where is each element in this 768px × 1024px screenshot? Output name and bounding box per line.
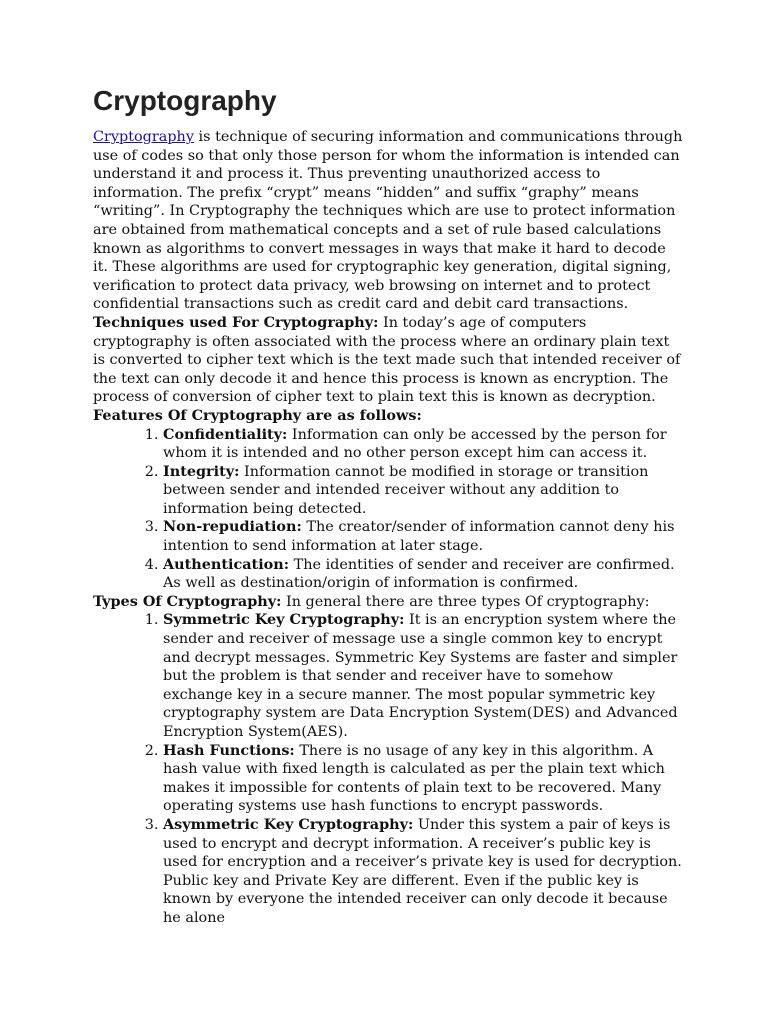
techniques-heading: Techniques used For Cryptography: — [93, 313, 379, 331]
type-text: It is an encryption system where the sender and receiver of message use a single common key to encrypt and decrypt messages. Symmetric Key Systems are faster and simpler but the problem is that sender and receiver have to somehow exchange key in a secure manner. The most popular symmetric key cryptography system are Data Encryption System(DES) and Advanced Encryption System(AES). — [163, 612, 678, 740]
intro-paragraph — [93, 128, 683, 314]
list-item — [163, 742, 683, 816]
feature-term: Authentication: — [163, 555, 290, 573]
intro-text: is technique of securing information and communications through use of codes so that only those person for whom the information is intended can understand it and process it. Thus preventing unauthorized access to information. The prefix “crypt” means “hidden” and suffix “graphy” means “writing”. In Cryptography the techniques which are use to protect information are obtained from mathematical concepts and a set of rule based calculations known as algorithms to convert messages in ways that make it hard to decode it. These algorithms are used for cryptographic key generation, digital signing, verification to protect data privacy, web browsing on internet and to protect confidential transactions such as credit card and debit card transactions. — [93, 129, 683, 313]
feature-term: Non-repudiation: — [163, 518, 302, 536]
feature-text: Information cannot be modified in storage or transition between sender and intended receiver without any addition to information being detected. — [163, 463, 649, 517]
feature-term: Confidentiality: — [163, 425, 288, 443]
type-text: Under this system a pair of keys is used to encrypt and decrypt information. A receiver’s public key is used for encryption and a receiver’s private key is used for decryption. Public key and Private Key are different. Even if the public key is known by everyone the intended receiver can only decode it because he alone — [163, 816, 682, 926]
types-heading: Types Of Cryptography: — [93, 592, 282, 610]
techniques-text: In today’s age of computers cryptography is often associated with the process where an ordinary plain text is converted to cipher text which is the text made such that intended receiver of the text can only decode it and hence this process is known as encryption. The process of conversion of cipher text to plain text this is known as decryption. — [93, 314, 681, 406]
types-list — [93, 611, 683, 927]
type-term: Hash Functions: — [163, 741, 295, 759]
list-item — [163, 611, 683, 741]
types-text: In general there are three types Of cryptography: — [281, 593, 650, 610]
list-item — [163, 556, 683, 593]
page-title: Cryptography — [93, 85, 277, 116]
feature-text: The creator/sender of information cannot deny his intention to send information at later stage. — [163, 519, 675, 555]
list-item — [163, 426, 683, 463]
features-heading — [93, 407, 683, 426]
list-item — [163, 518, 683, 555]
features-heading-text: Features Of Cryptography are as follows: — [93, 406, 422, 424]
type-text: There is no usage of any key in this algorithm. A hash value with fixed length is calculated as per the plain text which makes it impossible for contents of plain text to be recovered. Many operating systems use hash functions to encrypt passwords. — [163, 742, 665, 815]
techniques-paragraph — [93, 314, 683, 407]
features-list — [93, 426, 683, 593]
document-body — [93, 128, 683, 928]
type-term: Symmetric Key Cryptography: — [163, 611, 405, 629]
list-item — [163, 816, 683, 928]
cryptography-link[interactable]: Cryptography — [93, 129, 194, 145]
types-paragraph — [93, 593, 683, 612]
feature-text: Information can only be accessed by the person for whom it is intended and no other person except him can access it. — [163, 426, 667, 462]
feature-text: The identities of sender and receiver are confirmed. As well as destination/origin of information is confirmed. — [163, 556, 675, 592]
type-term: Asymmetric Key Cryptography: — [163, 815, 414, 833]
list-item — [163, 463, 683, 519]
feature-term: Integrity: — [163, 462, 240, 480]
